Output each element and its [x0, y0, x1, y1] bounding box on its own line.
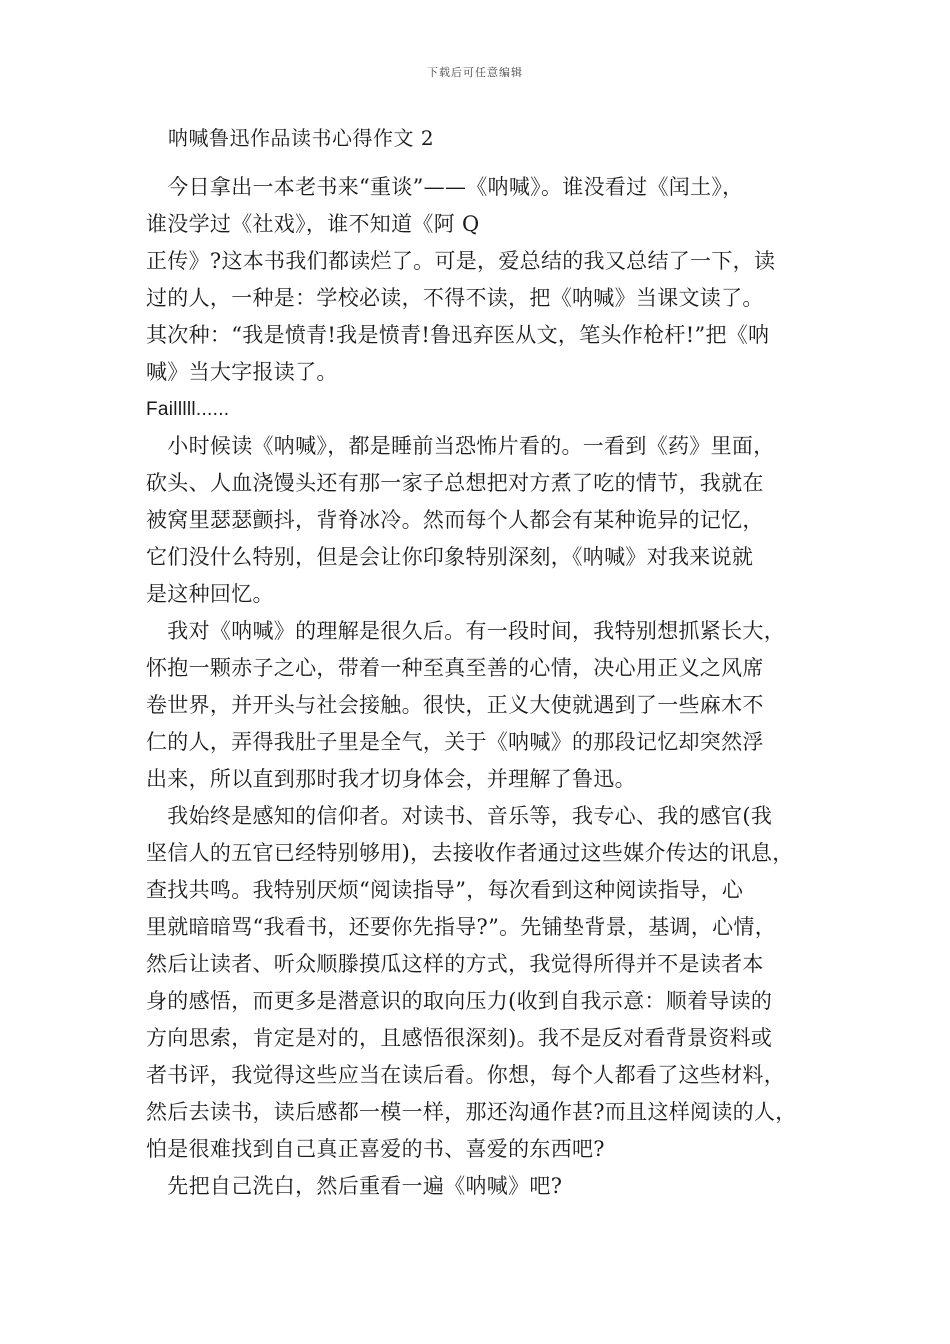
paragraph-lines [146, 169, 821, 1205]
text-line: 其次种：“我是愤青!我是愤青!鲁迅弃医从文，笔头作枪杆!”把《呐 [146, 323, 770, 347]
text-line: 是这种回忆。 [146, 582, 274, 606]
text-line: 出来，所以直到那时我才切身体会，并理解了鲁迅。 [146, 767, 636, 791]
text-line: 今日拿出一本老书来“重谈”——《呐喊》。谁没看过《闰土》， [146, 175, 744, 199]
text-line: 砍头、人血浇馒头还有那一家子总想把对方煮了吃的情节，我就在 [146, 471, 764, 495]
text-line: 怕是很难找到自己真正喜爱的书、喜爱的东西吧? [146, 1137, 605, 1161]
text-line: 喊》当大字报读了。 [146, 360, 338, 384]
text-line: 怀抱一颗赤子之心，带着一种至真至善的心情，决心用正义之风席 [146, 656, 764, 680]
text-line: Failllll...... [146, 399, 230, 420]
text-line: 过的人，一种是：学校必读，不得不读，把《呐喊》当课文读了。 [146, 286, 764, 310]
text-line: 小时候读《呐喊》，都是睡前当恐怖片看的。一看到《药》里面， [146, 434, 775, 458]
text-line: 它们没什么特别，但是会让你印象特别深刻，《呐喊》对我来说就 [146, 545, 754, 569]
text-line: 身的感悟，而更多是潜意识的取向压力(收到自我示意：顺着导读的 [146, 989, 773, 1013]
page-header: 下载后可任意编辑 [427, 66, 523, 79]
text-line: 被窝里瑟瑟颤抖，背脊冰冷。然而每个人都会有某种诡异的记忆， [146, 508, 764, 532]
text-line: 方向思索，肯定是对的，且感悟很深刻)。我不是反对看背景资料或 [146, 1026, 773, 1050]
text-line: 然后让读者、听众顺滕摸瓜这样的方式，我觉得所得并不是读者本 [146, 952, 764, 976]
text-line: 正传》?这本书我们都读烂了。可是，爱总结的我又总结了一下，读 [146, 249, 776, 273]
text-line: 我对《呐喊》的理解是很久后。有一段时间，我特别想抓紧长大， [146, 619, 785, 643]
text-line: 者书评，我觉得这些应当在读后看。你想，每个人都看了这些材料， [146, 1063, 785, 1087]
text-line: 仁的人，弄得我肚子里是全气，关于《呐喊》的那段记忆却突然浮 [146, 730, 764, 754]
document-body [146, 123, 821, 1205]
text-line: 我始终是感知的信仰者。对读书、音乐等，我专心、我的感官(我 [146, 804, 773, 828]
text-line: 先把自己洗白，然后重看一遍《呐喊》吧? [146, 1174, 563, 1198]
text-line: 查找共鸣。我特别厌烦“阅读指导”，每次看到这种阅读指导，心 [146, 878, 744, 902]
text-line: 然后去读书，读后感都一模一样，那还沟通作甚?而且这样阅读的人， [146, 1100, 797, 1124]
document-title: 呐喊鲁迅作品读书心得作文 2 [168, 126, 435, 150]
text-line: 卷世界，并开头与社会接触。很快，正义大使就遇到了一些麻木不 [146, 693, 764, 717]
text-line: 坚信人的五官已经特别够用)，去接收作者通过这些媒介传达的讯息， [146, 841, 794, 865]
text-line: 谁没学过《社戏》，谁不知道《阿 Q [146, 212, 480, 236]
text-line: 里就暗暗骂“我看书，还要你先指导?”。先铺垫背景，基调，心情， [146, 915, 777, 939]
